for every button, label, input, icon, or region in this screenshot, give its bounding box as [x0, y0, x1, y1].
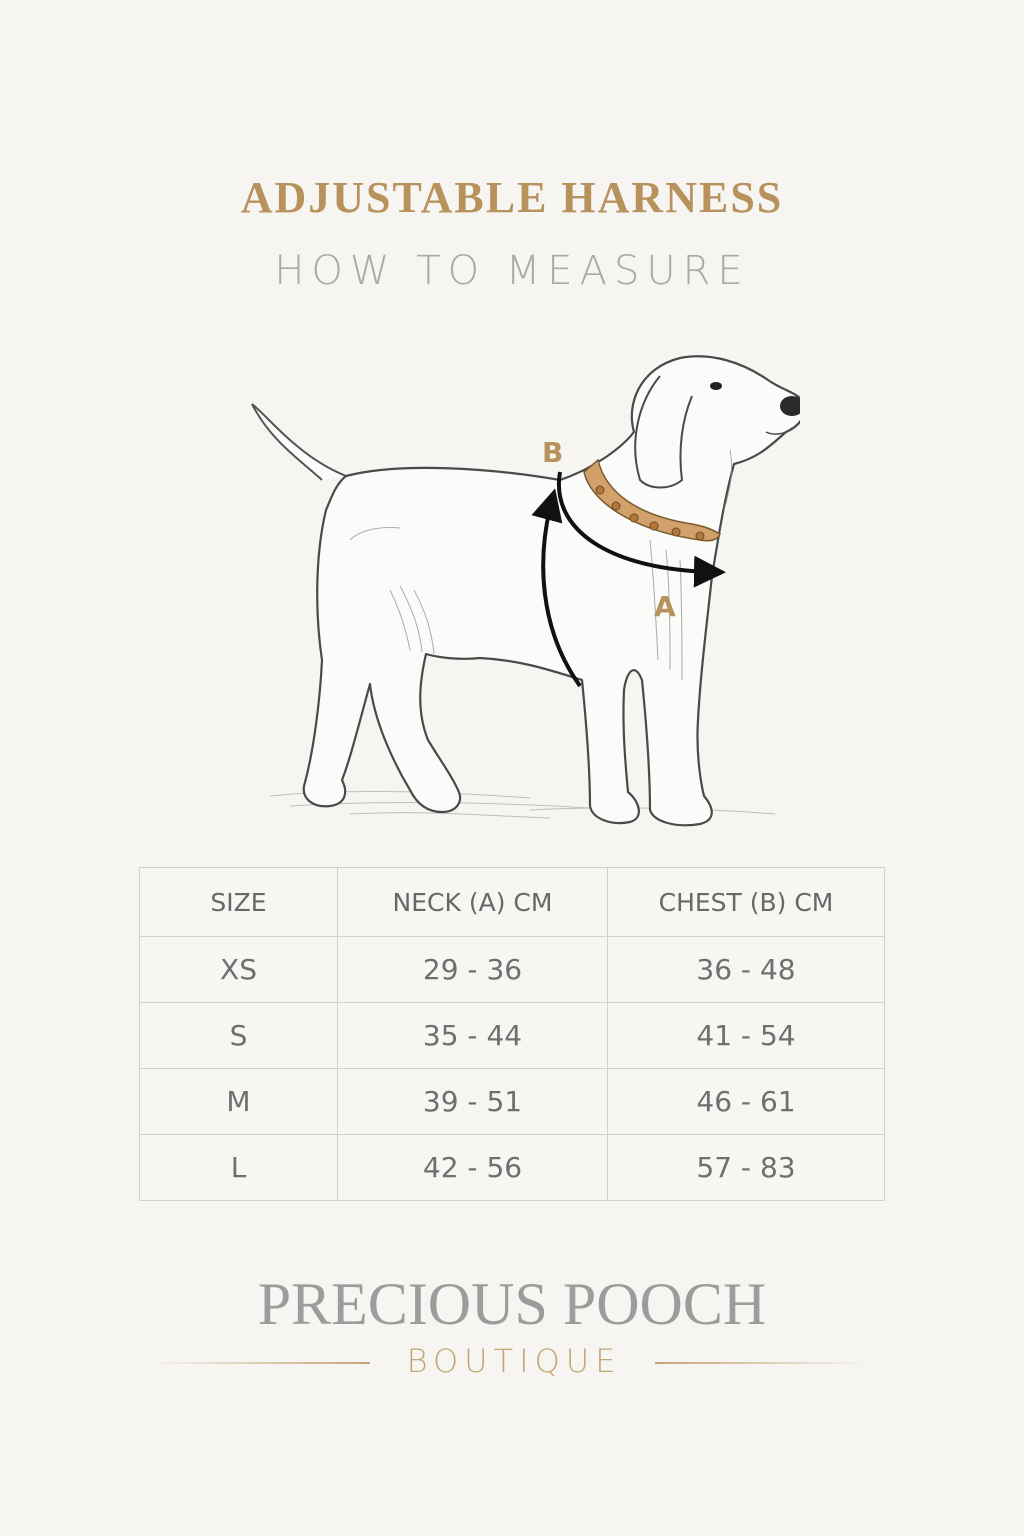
cell-chest: 46 - 61	[608, 1069, 885, 1135]
cell-chest: 41 - 54	[608, 1003, 885, 1069]
cell-size: XS	[140, 937, 338, 1003]
eye-icon	[710, 382, 722, 390]
cell-neck: 35 - 44	[338, 1003, 608, 1069]
cell-neck: 42 - 56	[338, 1135, 608, 1201]
table-row	[140, 1135, 885, 1201]
cell-neck: 29 - 36	[338, 937, 608, 1003]
brand-sub: BOUTIQUE	[406, 1342, 622, 1380]
brand-divider-right	[655, 1362, 870, 1364]
table-row	[140, 1069, 885, 1135]
brand-name: PRECIOUS POOCH	[257, 1271, 767, 1337]
header-size: SIZE	[140, 868, 338, 937]
table-header-row	[140, 868, 885, 937]
label-b: B	[542, 436, 564, 469]
table-row	[140, 937, 885, 1003]
cell-size: S	[140, 1003, 338, 1069]
header-neck: NECK (A) CM	[338, 868, 608, 937]
brand-divider-left	[150, 1362, 370, 1364]
table-row	[140, 1003, 885, 1069]
dog-measurement-illustration	[230, 340, 800, 850]
brand-sub-row	[150, 1340, 870, 1384]
cell-chest: 57 - 83	[608, 1135, 885, 1201]
dog-body-outline	[304, 356, 800, 825]
tail-outline	[252, 404, 346, 480]
header-chest: CHEST (B) CM	[608, 868, 885, 937]
label-a: A	[654, 590, 676, 623]
page-title: ADJUSTABLE HARNESS	[240, 173, 784, 222]
size-chart-table	[139, 867, 885, 1201]
page-subtitle: HOW TO MEASURE	[274, 248, 750, 294]
cell-chest: 36 - 48	[608, 937, 885, 1003]
cell-size: M	[140, 1069, 338, 1135]
cell-size: L	[140, 1135, 338, 1201]
cell-neck: 39 - 51	[338, 1069, 608, 1135]
